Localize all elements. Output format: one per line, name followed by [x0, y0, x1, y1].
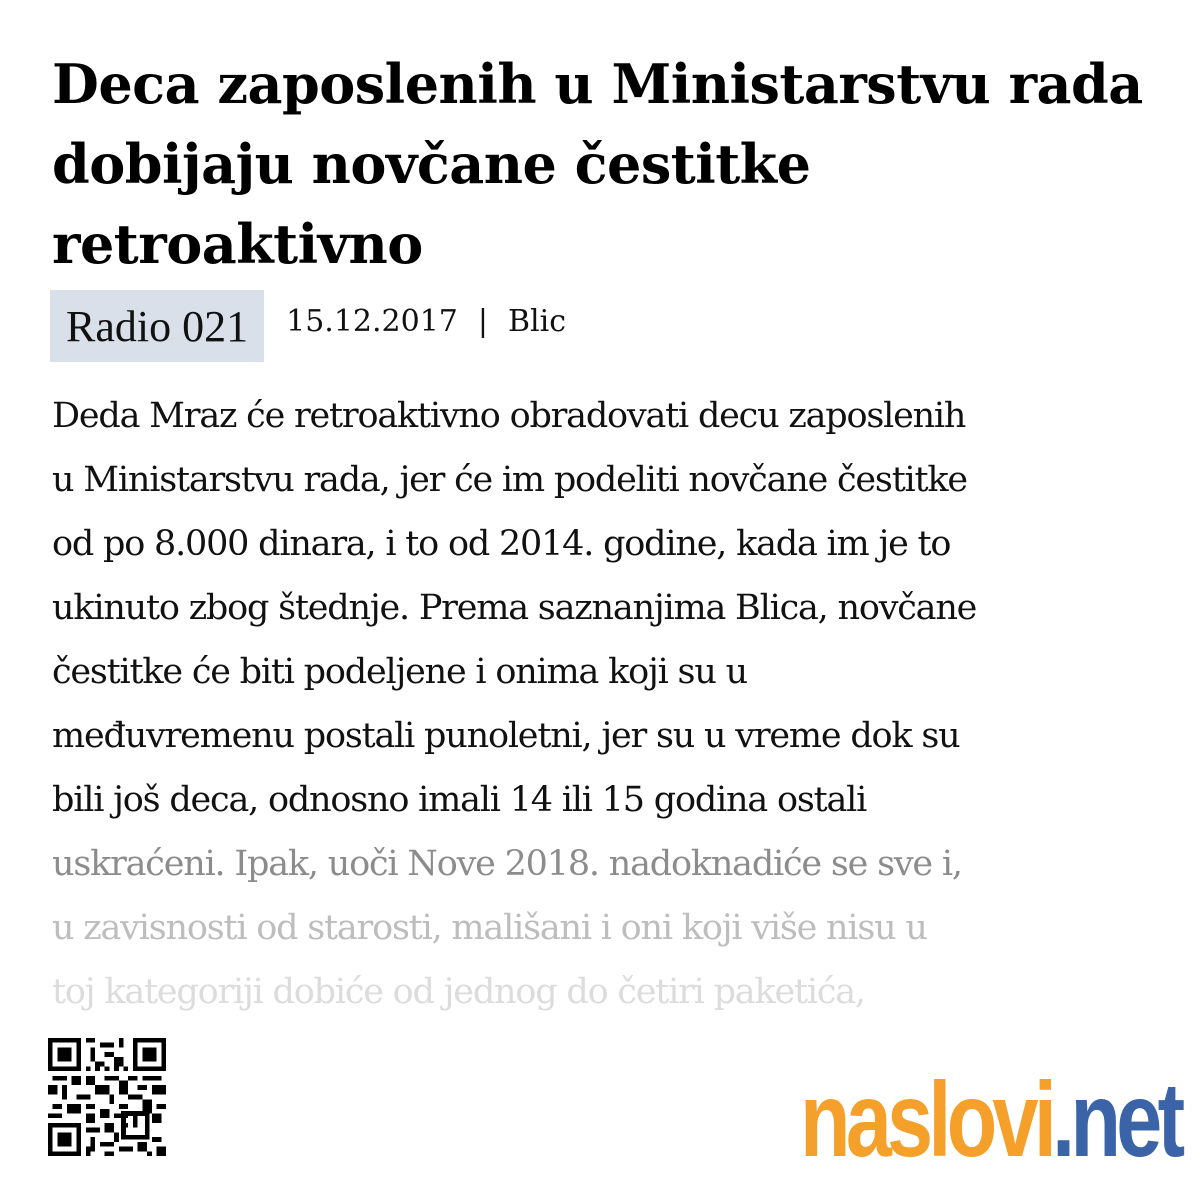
- meta-info: [286, 290, 566, 339]
- body-line: ukinuto zbog štednje. Prema saznanjima Blica, novčane: [52, 588, 977, 628]
- source-badge[interactable]: Radio 021: [50, 290, 264, 362]
- logo-text-naslovi: naslovi: [800, 1061, 1053, 1179]
- article-date: 15.12.2017: [286, 304, 458, 339]
- body-line: od po 8.000 dinara, i to od 2014. godine, kada im je to: [52, 524, 951, 564]
- body-line: u Ministarstvu rada, jer će im podeliti novčane čestitke: [52, 460, 967, 500]
- article-body: [52, 384, 1162, 1014]
- logo-text-net: .net: [1052, 1061, 1181, 1179]
- body-line: međuvremenu postali punoletni, jer su u vreme dok su: [52, 716, 960, 756]
- article-origin: Blic: [508, 304, 567, 339]
- body-line: Deda Mraz će retroaktivno obradovati decu zaposlenih: [52, 396, 966, 436]
- article-meta: [50, 290, 566, 362]
- body-line: bili još deca, odnosno imali 14 ili 15 godina ostali: [52, 780, 867, 820]
- body-line: uskraćeni. Ipak, uoči Nove 2018. nadoknadiće se sve i,: [52, 844, 962, 884]
- qr-code-icon[interactable]: [48, 1038, 166, 1156]
- body-line: toj kategoriji dobiće od jednog do četiri paketića,: [52, 972, 865, 1012]
- body-line: u zavisnosti od starosti, mališani i oni koji više nisu u: [52, 908, 927, 948]
- article-title: Deca zaposlenih u Ministarstvu rada dobijaju novčane čestitke retroaktivno: [52, 52, 1143, 276]
- meta-separator: |: [477, 304, 488, 339]
- naslovi-net-logo[interactable]: [800, 1060, 1181, 1179]
- body-line: čestitke će biti podeljene i onima koji su u: [52, 652, 747, 692]
